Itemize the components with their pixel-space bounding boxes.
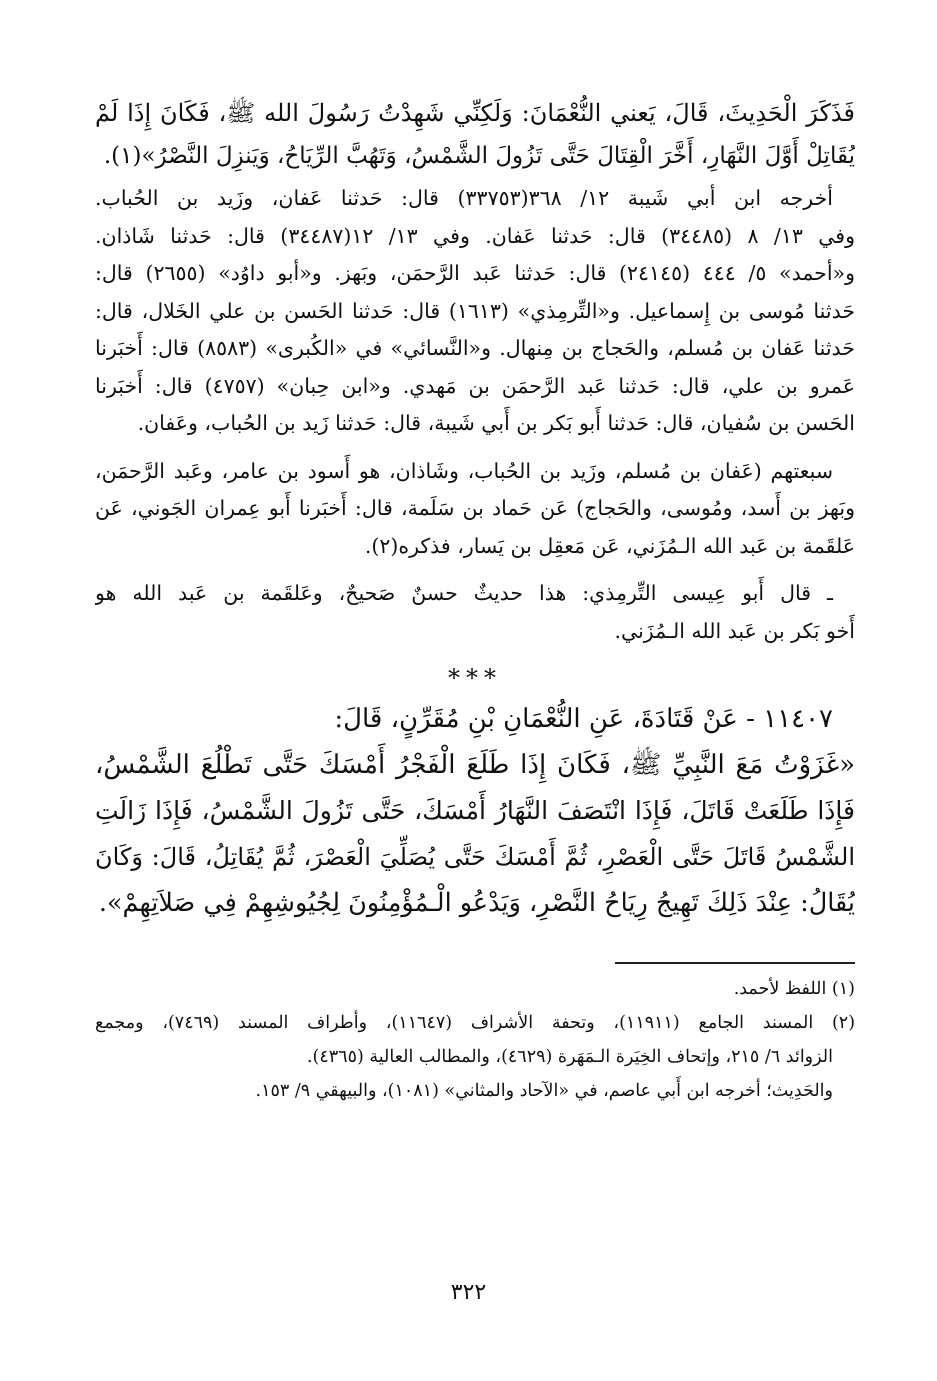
footnote-line: (١) اللفظ لأحمد. xyxy=(733,979,855,999)
text-line: حَدثنا مُوسى بن إِسماعيل. و«التِّرمِذي» (١٦١٣) قال: حَدثنا الحَسن بن علي الخَلال، قال: xyxy=(95,298,855,323)
footnote-divider xyxy=(615,962,855,964)
intro-paragraph xyxy=(95,92,855,178)
text-line: عَلقَمة بن عَبد الله الـمُزَني، عَن مَعقِل بن يَسار، فذكره(٢). xyxy=(364,533,855,558)
text-line: يُقَالُ: عِنْدَ ذَلِكَ تَهِيجُ رِيَاحُ النَّصْرِ، وَيَدْعُو الْـمُؤْمِنُونَ لِجُيُوشِهِمْ فِي صَلاَتِهِمْ». xyxy=(98,888,855,918)
text-line: ـ قال أَبو عِيسى التِّرمِذي: هذا حديثٌ حسنٌ صَحيحٌ، وعَلقَمة بن عَبد الله هو xyxy=(95,581,833,605)
footnotes xyxy=(95,972,855,1108)
text-line: وبَهز بن أَسد، ومُوسى، والحَجاج) عَن حَماد بن سَلَمة، قال: أَخبَرنا أَبو عِمران الجَوني، عَن xyxy=(95,496,855,520)
takhrij-paragraph xyxy=(95,180,855,443)
footnote-line: والحَدِيث؛ أخرجه ابن أَبي عاصم، في «الآحاد والمثاني» (١٠٨١)، والبيهقي ٩/ ١٥٣. xyxy=(255,1081,833,1101)
page-number: ٣٢٢ xyxy=(450,1280,487,1305)
text-line: حَدثنا عَفان بن مُسلم، والحَجاج بن مِنهال. و«النَّسائي» في «الكُبرى» (٨٥٨٣) قال: أَخبَرنا xyxy=(95,336,855,360)
section-separator: *** xyxy=(448,664,502,692)
narrators-paragraph xyxy=(95,453,855,566)
text-line: سبعتهم (عَفان بن مُسلم، وزَيد بن الحُباب، وشَاذان، هو أَسود بن عامر، وعَبد الرَّحمَن، xyxy=(95,458,833,483)
text-line: فَإِذَا طَلَعَتْ قَاتَلَ، فَإِذَا انْتَصَفَ النَّهَارُ أَمْسَكَ، حَتَّى تَزُولَ الشَّمْسُ، فَإِذَا زَالَتِ xyxy=(95,796,855,825)
footnote-line: (٢) المسند الجامع (١١٩١١)، وتحفة الأشراف (١١٦٤٧)، وأطراف المسند (٧٤٦٩)، ومجمع xyxy=(95,1013,855,1033)
text-line: يُقَاتِلْ أَوَّلَ النَّهَارِ، أَخَّرَ الْقِتَالَ حَتَّى تَزُولَ الشَّمْسُ، وَتَهُبَّ الرِّيَاحُ، وَيَنزِلَ النَّصْرُ»(١). xyxy=(103,143,855,169)
footnote-line: الزوائد ٦/ ٢١٥، وإتحاف الخِيَرة الـمَهَرة (٤٦٢٩)، والمطالب العالية (٤٣٦٥). xyxy=(306,1047,833,1067)
hadith-paragraph xyxy=(95,742,855,926)
text-line: الحَسن بن سُفيان، قال: حَدثنا أَبو بَكر بن أَبي شَيبة، قال: حَدثنا زَيد بن الحُباب، وعَفان. xyxy=(137,411,855,435)
page-content xyxy=(95,92,855,1108)
hadith-heading: ١١٤٠٧ - عَنْ قَتَادَةَ، عَنِ النُّعْمَانِ بْنِ مُقَرِّنٍ، قَالَ: xyxy=(334,704,833,734)
text-line: وفي ١٣/ ٨ (٣٤٤٨٥) قال: حَدثنا عَفان. وفي ١٣/ ١٢(٣٤٤٨٧) قال: حَدثنا شَاذان. xyxy=(95,223,855,248)
text-line: الشَّمْسُ قَاتَلَ حَتَّى الْعَصْرِ، ثُمَّ أَمْسَكَ حَتَّى يُصَلِّيَ الْعَصْرَ، ثُمَّ يُقَاتِلُ، قَالَ: وَكَانَ xyxy=(95,843,855,871)
text-line: أَخو بَكر بن عَبد الله الـمُزَني. xyxy=(614,618,855,643)
text-line: «غَزَوْتُ مَعَ النَّبِيِّ ﷺ، فَكَانَ إِذَا طَلَعَ الْفَجْرُ أَمْسَكَ حَتَّى تَطْلُعَ الشَّمْسُ، xyxy=(95,750,855,780)
text-line: عَمرو بن علي، قال: حَدثنا عَبد الرَّحمَن بن مَهدي. و«ابن حِبان» (٤٧٥٧) قال: أَخبَرنا xyxy=(95,373,855,398)
text-line: فَذَكَرَ الْحَدِيثَ، قَالَ، يَعني النُّعْمَانَ: وَلَكِنِّي شَهِدْتُ رَسُولَ الله ﷺ، فَكَانَ إِذَا لَمْ xyxy=(95,99,855,127)
tirmidhi-paragraph xyxy=(95,575,855,650)
text-line: أخرجه ابن أبي شَيبة ١٢/ ٣٦٨(٣٣٧٥٣) قال: حَدثنا عَفان، وزَيد بن الحُباب. xyxy=(95,186,833,210)
text-line: و«أحمد» ٥/ ٤٤٤ (٢٤١٤٥) قال: حَدثنا عَبد الرَّحمَن، وبَهز. و«أبو داوُد» (٢٦٥٥) قال: xyxy=(95,261,855,285)
